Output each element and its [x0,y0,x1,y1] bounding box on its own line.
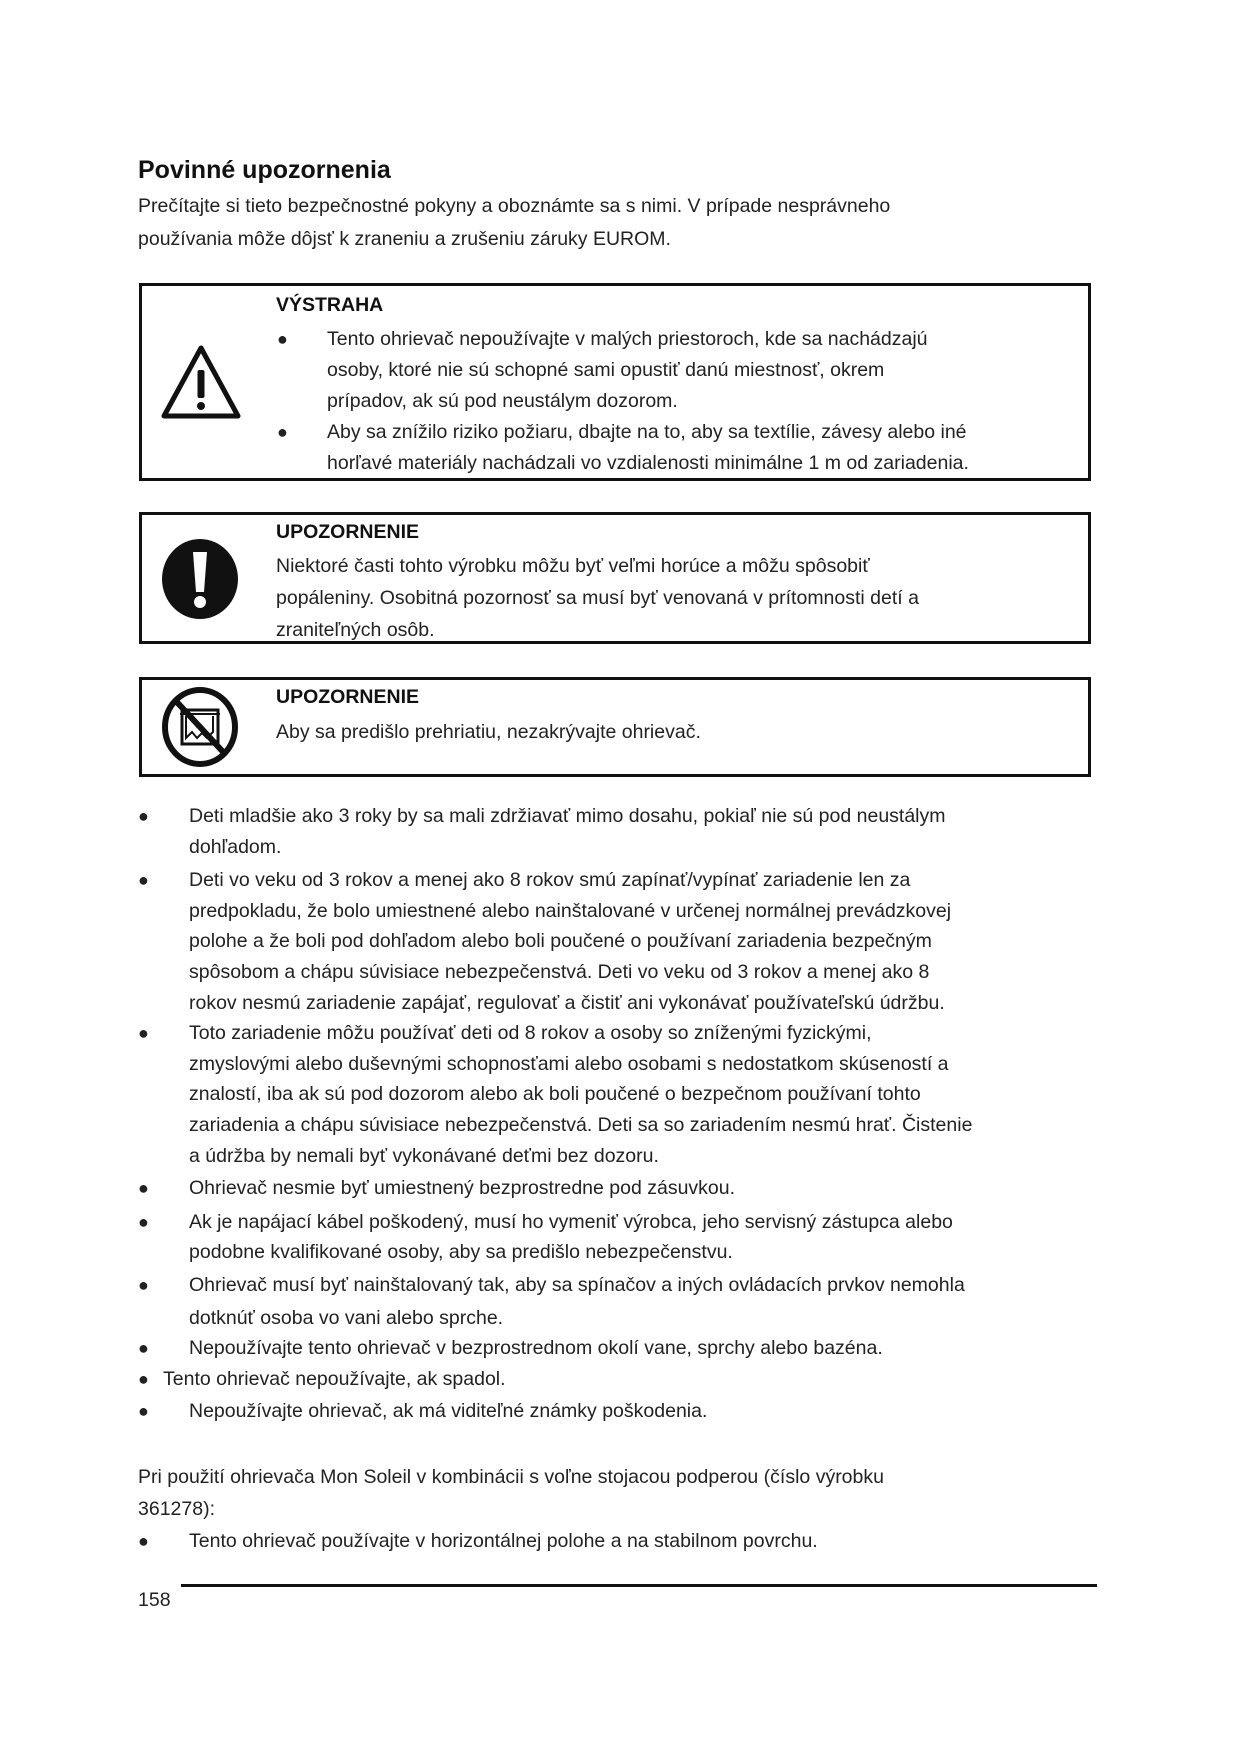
bullet-icon: ● [138,1211,149,1232]
list-item [138,1364,972,1395]
list-item [138,1333,972,1364]
caution-text [276,716,701,749]
list-item [138,1173,972,1204]
stand-note-line: 361278): [138,1497,215,1520]
bullet-line: Nepoužívajte ohrievač, ak má viditeľné známky poškodenia. [189,1400,708,1423]
bullet-icon: ● [138,1401,149,1422]
bullet-line: zariadenia a chápu súvisiace nebezpečenstvá. Deti sa so zariadením nesmú hrať. Čistenie [189,1113,973,1136]
bullet-line: Tento ohrievač nepoužívajte v malých priestoroch, kde sa nachádzajú [327,328,928,350]
bullet-line: Deti vo veku od 3 rokov a menej ako 8 rokov smú zapínať/vypínať zariadenie len za [189,869,911,892]
intro-paragraph [138,190,890,255]
bullet-line: Tento ohrievač nepoužívajte, ak spadol. [163,1367,506,1390]
bullet-icon: ● [277,329,288,349]
caution-line: popáleniny. Osobitná pozornosť sa musí byť venovaná v prítomnosti detí a [276,587,919,609]
list-item [138,1018,972,1171]
bullet-icon: ● [138,806,149,826]
warning-bullet [277,324,969,417]
bullet-line: Nepoužívajte tento ohrievač v bezprostrednom okolí vane, sprchy alebo bazéna. [189,1337,883,1360]
bullet-icon: ● [138,870,149,891]
bullet-icon: ● [138,1368,149,1389]
warning-heading: VÝSTRAHA [276,294,384,316]
stand-note-line: Pri použití ohrievača Mon Soleil v kombinácii s voľne stojacou podperou (číslo výrobku [138,1466,884,1488]
intro-line: používania môže dôjsť k zraneniu a zrušeniu záruky EUROM. [138,227,671,250]
exclamation-circle-icon [160,538,240,620]
bullet-line: rokov nesmú zariadenie zapájať, regulovať a čistiť ani vykonávať používateľskú údržbu. [189,991,945,1014]
caution-text [276,550,919,646]
bullet-line: Toto zariadenie môžu používať deti od 8 rokov a osoby so zníženými fyzickými, [189,1022,872,1045]
safety-bullet-list [138,801,972,1427]
bullet-icon: ● [138,1531,149,1551]
bullet-icon: ● [138,1178,149,1199]
list-item [138,1207,972,1268]
caution-heading: UPOZORNENIE [276,686,420,708]
list-item [138,865,972,1018]
warning-triangle-icon [160,344,242,420]
do-not-cover-icon [160,686,240,768]
bullet-line: spôsobom a chápu súvisiace nebezpečenstvá. Deti vo veku od 3 rokov a menej ako 8 [189,960,930,983]
bullet-line: Aby sa znížilo riziko požiaru, dbajte na to, aby sa textílie, závesy alebo iné [327,421,967,443]
bullet-line: Ohrievač nesmie byť umiestnený bezprostredne pod zásuvkou. [189,1177,736,1200]
list-item [138,1270,972,1333]
caution-line: Niektoré časti tohto výrobku môžu byť veľmi horúce a môžu spôsobiť [276,555,870,577]
bullet-line: dotknúť osoba vo vani alebo sprche. [189,1306,504,1329]
bullet-icon: ● [277,422,288,442]
bullet-line: a údržba by nemali byť vykonávané deťmi bez dozoru. [189,1144,659,1167]
list-item [138,1396,972,1427]
bullet-line: horľavé materiály nachádzali vo vzdialenosti minimálne 1 m od zariadenia. [327,452,969,474]
bullet-icon: ● [138,1274,149,1295]
list-item [138,801,972,862]
bullet-line: prípadov, ak sú pod neustálym dozorom. [327,390,678,412]
bullet-line: podobne kvalifikované osoby, aby sa predišlo nebezpečenstvu. [189,1241,733,1264]
bullet-line: polohe a že boli pod dohľadom alebo boli poučené o používaní zariadenia bezpečným [189,930,932,953]
bullet-line: Tento ohrievač používajte v horizontálnej polohe a na stabilnom povrchu. [189,1530,818,1552]
caution-heading: UPOZORNENIE [276,521,420,543]
warning-box [139,283,1091,481]
bullet-icon: ● [138,1338,149,1359]
caution-box-cover [139,677,1091,777]
page-number: 158 [138,1589,171,1611]
page-title: Povinné upozornenia [138,156,391,184]
stand-bullet-list [138,1526,818,1557]
caution-line: Aby sa predišlo prehriatiu, nezakrývajte ohrievač. [276,721,701,743]
bullet-line: Ak je napájací kábel poškodený, musí ho vymeniť výrobca, jeho servisný zástupca alebo [189,1210,953,1233]
bullet-line: predpokladu, že bolo umiestnené alebo nainštalované v určenej normálnej prevádzkovej [189,899,952,922]
bullet-icon: ● [138,1023,149,1044]
caution-box-heat [139,512,1091,644]
bullet-line: Deti mladšie ako 3 roky by sa mali zdržiavať mimo dosahu, pokiaľ nie sú pod neustálym [189,805,946,827]
intro-line: Prečítajte si tieto bezpečnostné pokyny a oboznámte sa s nimi. V prípade nesprávneho [138,195,891,217]
bullet-line: osoby, ktoré nie sú schopné sami opustiť danú miestnosť, okrem [327,359,885,381]
bullet-line: znalostí, iba ak sú pod dozorom alebo ak boli poučené o bezpečnom používaní tohto [189,1083,921,1106]
caution-line: zraniteľných osôb. [276,619,435,641]
bullet-line: Ohrievač musí byť nainštalovaný tak, aby sa spínačov a iných ovládacích prvkov nemohla [189,1273,965,1296]
stand-note [138,1462,884,1525]
warning-bullets [277,324,969,479]
warning-bullet [277,417,969,479]
bullet-line: dohľadom. [189,835,282,858]
bullet-line: zmyslovými alebo duševnými schopnosťami alebo osobami s nedostatkom skúseností a [189,1052,949,1075]
list-item [138,1526,818,1557]
footer-divider [181,1584,1097,1587]
